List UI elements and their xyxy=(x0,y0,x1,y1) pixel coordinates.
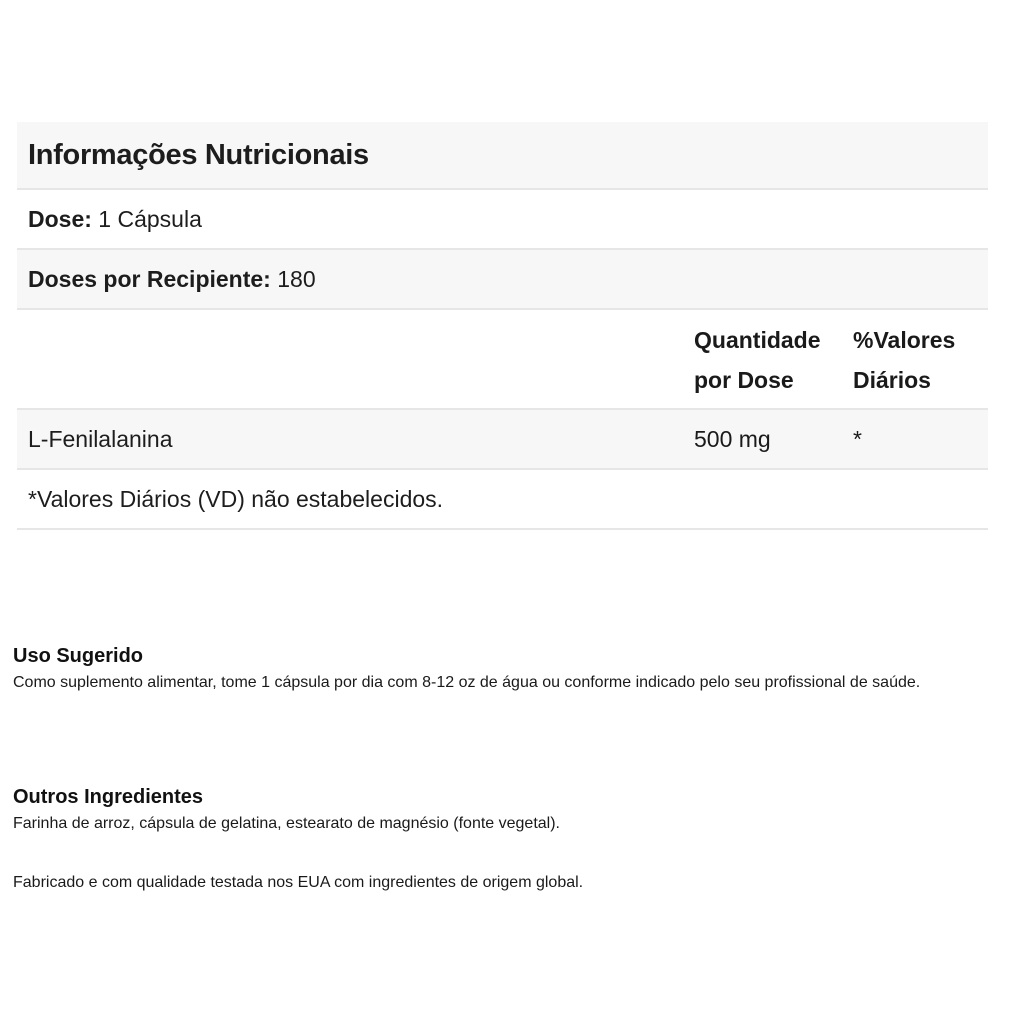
suggested-use-text: Como suplemento alimentar, tome 1 cápsula por dia com 8-12 oz de água ou conforme indicado pelo seu profissional de saúde. xyxy=(13,674,921,691)
footnote-text: *Valores Diários (VD) não estabelecidos. xyxy=(28,485,444,512)
servings-value: 180 xyxy=(277,265,316,292)
nutrition-title: Informações Nutricionais xyxy=(28,138,369,171)
header-dv xyxy=(853,310,988,400)
nutrition-title-row xyxy=(17,122,988,190)
suggested-use-heading: Uso Sugerido xyxy=(13,645,144,667)
header-amount xyxy=(694,310,853,400)
dose-row xyxy=(17,190,988,250)
header-amount-line1: Quantidade xyxy=(694,327,821,353)
other-ingredients-heading: Outros Ingredientes xyxy=(13,786,204,808)
header-amount-line2: por Dose xyxy=(694,367,794,393)
other-ingredients-section xyxy=(13,786,1013,838)
servings-text xyxy=(17,266,316,293)
manufactured-text: Fabricado e com qualidade testada nos EUA com ingredientes de origem global. xyxy=(13,874,584,891)
ingredient-amount: 500 mg xyxy=(694,425,771,452)
nutrition-facts-table xyxy=(17,122,988,530)
footnote-row xyxy=(17,470,988,530)
manufactured-section xyxy=(13,868,1013,897)
table-header-row xyxy=(17,310,988,410)
table-row xyxy=(17,410,988,470)
dose-text xyxy=(17,206,202,233)
dose-label: Dose: xyxy=(28,205,92,232)
servings-label: Doses por Recipiente: xyxy=(28,265,271,292)
servings-row xyxy=(17,250,988,310)
header-dv-line2: Diários xyxy=(853,367,931,393)
header-dv-line1: %Valores xyxy=(853,327,956,353)
ingredient-name: L-Fenilalanina xyxy=(28,425,173,452)
ingredient-dv: * xyxy=(853,425,862,452)
other-ingredients-text: Farinha de arroz, cápsula de gelatina, estearato de magnésio (fonte vegetal). xyxy=(13,815,560,832)
suggested-use-section xyxy=(13,645,1013,697)
dose-value: 1 Cápsula xyxy=(98,205,202,232)
